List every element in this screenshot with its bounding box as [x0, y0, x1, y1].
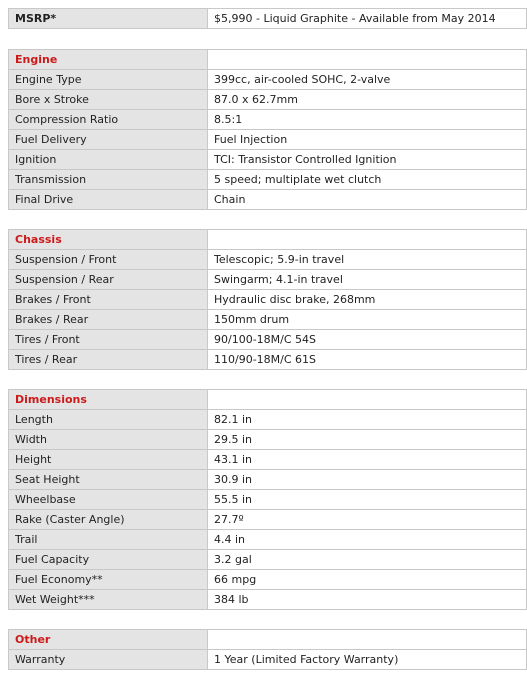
spec-value: 1 Year (Limited Factory Warranty): [208, 650, 527, 670]
spec-row: [9, 330, 527, 350]
section-header-row: [9, 630, 527, 650]
spec-row: [9, 650, 527, 670]
spec-value: 29.5 in: [208, 430, 527, 450]
spec-label: Final Drive: [9, 190, 208, 210]
spec-row: [9, 110, 527, 130]
spec-row: [9, 130, 527, 150]
spec-label: Tires / Rear: [9, 350, 208, 370]
spec-value: 150mm drum: [208, 310, 527, 330]
spec-label: Ignition: [9, 150, 208, 170]
spec-row: [9, 90, 527, 110]
spec-label: Rake (Caster Angle): [9, 510, 208, 530]
section-header-blank: [208, 630, 527, 650]
spec-value: 43.1 in: [208, 450, 527, 470]
spec-label: Compression Ratio: [9, 110, 208, 130]
spec-label: Brakes / Rear: [9, 310, 208, 330]
spec-label: Fuel Delivery: [9, 130, 208, 150]
section-header-blank: [208, 50, 527, 70]
spec-row: [9, 290, 527, 310]
spec-value: Fuel Injection: [208, 130, 527, 150]
spec-value: TCI: Transistor Controlled Ignition: [208, 150, 527, 170]
spec-value: 110/90-18M/C 61S: [208, 350, 527, 370]
spec-label: Transmission: [9, 170, 208, 190]
spec-value: 66 mpg: [208, 570, 527, 590]
spec-label: Length: [9, 410, 208, 430]
spec-row: [9, 170, 527, 190]
msrp-table: [8, 8, 527, 29]
msrp-row: [9, 9, 527, 29]
spec-row: [9, 590, 527, 610]
spec-row: [9, 190, 527, 210]
spec-row: [9, 430, 527, 450]
spec-row: [9, 490, 527, 510]
spec-value: Swingarm; 4.1-in travel: [208, 270, 527, 290]
spec-label: Seat Height: [9, 470, 208, 490]
msrp-value: $5,990 - Liquid Graphite - Available from May 2014: [208, 9, 527, 29]
section-header-row: [9, 390, 527, 410]
spec-label: Wheelbase: [9, 490, 208, 510]
spec-value: 87.0 x 62.7mm: [208, 90, 527, 110]
spec-value: 399cc, air-cooled SOHC, 2-valve: [208, 70, 527, 90]
spec-value: 27.7º: [208, 510, 527, 530]
spec-label: Brakes / Front: [9, 290, 208, 310]
spec-label: Height: [9, 450, 208, 470]
spec-label: Fuel Economy**: [9, 570, 208, 590]
spec-label: Suspension / Front: [9, 250, 208, 270]
spec-label: Fuel Capacity: [9, 550, 208, 570]
spec-label: Width: [9, 430, 208, 450]
spec-value: 5 speed; multiplate wet clutch: [208, 170, 527, 190]
section-title-chassis: Chassis: [9, 230, 208, 250]
spec-value: Hydraulic disc brake, 268mm: [208, 290, 527, 310]
spec-label: Trail: [9, 530, 208, 550]
spec-value: Telescopic; 5.9-in travel: [208, 250, 527, 270]
spec-row: [9, 150, 527, 170]
spec-row: [9, 550, 527, 570]
spec-value: 82.1 in: [208, 410, 527, 430]
other-table: [8, 629, 527, 670]
spec-value: 90/100-18M/C 54S: [208, 330, 527, 350]
spec-row: [9, 70, 527, 90]
section-header-blank: [208, 390, 527, 410]
spec-row: [9, 530, 527, 550]
section-header-row: [9, 230, 527, 250]
msrp-label: MSRP*: [9, 9, 208, 29]
spec-label: Wet Weight***: [9, 590, 208, 610]
spec-row: [9, 310, 527, 330]
spec-row: [9, 510, 527, 530]
spec-value: 8.5:1: [208, 110, 527, 130]
spec-row: [9, 470, 527, 490]
section-title-dimensions: Dimensions: [9, 390, 208, 410]
spec-label: Engine Type: [9, 70, 208, 90]
spec-row: [9, 270, 527, 290]
spec-value: 3.2 gal: [208, 550, 527, 570]
spec-label: Warranty: [9, 650, 208, 670]
spec-label: Bore x Stroke: [9, 90, 208, 110]
spec-row: [9, 410, 527, 430]
chassis-table: [8, 229, 527, 370]
spec-row: [9, 350, 527, 370]
section-header-row: [9, 50, 527, 70]
spec-value: 30.9 in: [208, 470, 527, 490]
spec-row: [9, 450, 527, 470]
dimensions-table: [8, 389, 527, 610]
spec-value: 4.4 in: [208, 530, 527, 550]
section-title-engine: Engine: [9, 50, 208, 70]
spec-value: 55.5 in: [208, 490, 527, 510]
spec-value: Chain: [208, 190, 527, 210]
section-header-blank: [208, 230, 527, 250]
engine-table: [8, 49, 527, 210]
section-title-other: Other: [9, 630, 208, 650]
spec-value: 384 lb: [208, 590, 527, 610]
spec-row: [9, 570, 527, 590]
spec-label: Tires / Front: [9, 330, 208, 350]
spec-label: Suspension / Rear: [9, 270, 208, 290]
spec-row: [9, 250, 527, 270]
